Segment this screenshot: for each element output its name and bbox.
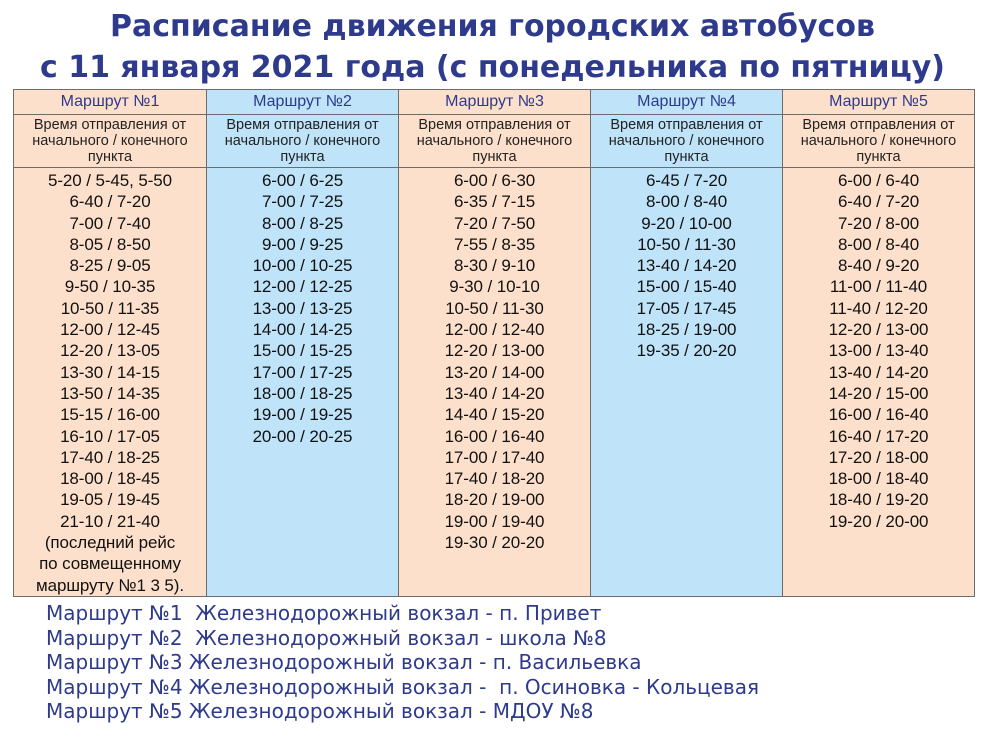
departure-time: 14-00 / 14-25: [252, 320, 353, 340]
departure-time: 14-20 / 15-00: [828, 383, 929, 403]
subheader-cell-5: [783, 115, 975, 168]
departure-time: 7-00 / 7-40: [69, 213, 151, 233]
departure-time: 7-20 / 8-00: [837, 213, 920, 233]
departure-time: 7-55 / 8-35: [453, 234, 536, 254]
departure-time: 13-00 / 13-40: [828, 341, 929, 361]
subheader-text-2: Время отправления от начального / конечного пункта: [224, 117, 381, 165]
departure-time: 13-00 / 13-25: [252, 298, 353, 318]
departure-time: 12-20 / 13-05: [60, 341, 160, 361]
subheader-row: [14, 115, 975, 168]
departure-time: 16-40 / 17-20: [828, 426, 929, 446]
departure-time: 19-00 / 19-40: [444, 511, 545, 531]
departure-time: 8-00 / 8-40: [645, 192, 728, 212]
departure-time: 13-40 / 14-20: [636, 256, 737, 276]
subheader-cell-3: [399, 115, 591, 168]
departure-time: 13-30 / 14-15: [60, 362, 160, 382]
departure-time: 6-40 / 7-20: [837, 192, 920, 212]
departure-time: маршруту №1 3 5).: [36, 575, 184, 595]
departure-time: 18-00 / 18-45: [60, 469, 160, 489]
departure-time: 9-30 / 10-10: [449, 277, 540, 297]
departure-time: 20-00 / 20-25: [252, 426, 353, 446]
route-header-1: [14, 90, 207, 115]
departure-time: 17-20 / 18-00: [828, 447, 929, 467]
departure-time: 18-00 / 18-25: [252, 383, 353, 403]
departure-time: 6-35 / 7-15: [453, 192, 536, 212]
departure-time: 18-40 / 19-20: [828, 490, 929, 510]
departure-time: 18-25 / 19-00: [636, 320, 737, 340]
subheader-cell-1: [14, 115, 207, 168]
departure-time: 9-50 / 10-35: [64, 277, 156, 297]
route-name-4: Маршрут №4: [637, 93, 736, 110]
departure-time: 19-35 / 20-20: [636, 341, 737, 361]
departure-time: 15-15 / 16-00: [60, 405, 160, 425]
route-header-row: [14, 90, 975, 115]
departure-time: 8-30 / 9-10: [453, 256, 536, 276]
legend-route-3: Маршрут №3 Железнодорожный вокзал - п. Васильевка: [46, 650, 642, 675]
departure-time: (последний рейс: [44, 533, 176, 553]
departure-time: 21-10 / 21-40: [60, 511, 160, 531]
departure-time: 6-00 / 6-40: [837, 171, 920, 190]
departure-time: 15-00 / 15-40: [636, 277, 737, 297]
departure-time: 11-00 / 11-40: [829, 277, 928, 297]
departure-time: 6-40 / 7-20: [69, 192, 151, 212]
departure-time: 19-30 / 20-20: [444, 533, 545, 553]
departure-time: 19-20 / 20-00: [828, 511, 929, 531]
departure-time: 11-40 / 12-20: [829, 298, 928, 318]
departure-time: 17-40 / 18-25: [60, 447, 160, 467]
departure-time: 16-10 / 17-05: [60, 426, 160, 446]
times-column-5: [783, 168, 975, 597]
departure-time: 9-20 / 10-00: [641, 213, 732, 233]
title-line-1: Расписание движения городских автобусов: [110, 9, 875, 44]
route-header-2: [207, 90, 399, 115]
departure-time: 12-20 / 13-00: [828, 320, 929, 340]
subheader-text-1: Время отправления от начального / конечного пункта: [32, 117, 188, 165]
departure-time: 6-45 / 7-20: [645, 171, 728, 190]
departure-time: 12-00 / 12-40: [444, 320, 545, 340]
times-column-2: [207, 168, 399, 597]
departure-time: 7-00 / 7-25: [261, 192, 344, 212]
title-line-2: с 11 января 2021 года (с понедельника по пятницу): [39, 50, 946, 85]
departure-time: 8-40 / 9-20: [837, 256, 920, 276]
departure-time: 8-00 / 8-40: [837, 234, 920, 254]
departure-time: 17-00 / 17-40: [444, 447, 545, 467]
subheader-cell-2: [207, 115, 399, 168]
route-name-1: Маршрут №1: [60, 93, 160, 110]
departure-time: 16-00 / 16-40: [444, 426, 545, 446]
subheader-text-4: Время отправления от начального / конечного пункта: [608, 117, 765, 165]
departure-time: 18-20 / 19-00: [444, 490, 545, 510]
route-header-5: [783, 90, 975, 115]
subheader-text-5: Время отправления от начального / конечного пункта: [800, 117, 957, 165]
departure-time: 16-00 / 16-40: [828, 405, 929, 425]
departure-time: 12-00 / 12-25: [252, 277, 353, 297]
departure-time: 17-00 / 17-25: [252, 362, 353, 382]
departure-time: 6-00 / 6-30: [453, 171, 536, 190]
departure-time: 15-00 / 15-25: [252, 341, 353, 361]
departure-time: 10-50 / 11-30: [445, 298, 544, 318]
times-row: [14, 168, 975, 597]
departure-time: 13-40 / 14-20: [444, 383, 545, 403]
departure-time: 10-50 / 11-30: [637, 234, 736, 254]
departure-time: 10-00 / 10-25: [252, 256, 353, 276]
route-header-3: [399, 90, 591, 115]
departure-time: 10-50 / 11-35: [60, 298, 160, 318]
departure-time: 19-00 / 19-25: [252, 405, 353, 425]
departure-time: 14-40 / 15-20: [444, 405, 545, 425]
departure-time: 19-05 / 19-45: [60, 490, 160, 510]
route-name-2: Маршрут №2: [253, 93, 352, 110]
times-column-1: [14, 168, 207, 597]
route-name-3: Маршрут №3: [445, 93, 544, 110]
route-name-5: Маршрут №5: [829, 93, 928, 110]
route-legend: [46, 601, 759, 724]
departure-time: 8-05 / 8-50: [69, 234, 151, 254]
departure-time: 8-00 / 8-25: [261, 213, 344, 233]
subheader-cell-4: [591, 115, 783, 168]
route-header-4: [591, 90, 783, 115]
legend-route-2: Маршрут №2 Железнодорожный вокзал - школа №8: [46, 625, 607, 650]
schedule-table: [13, 89, 975, 597]
departure-time: 6-00 / 6-25: [261, 171, 344, 190]
departure-time: 12-20 / 13-00: [444, 341, 545, 361]
departure-time: 13-20 / 14-00: [444, 362, 545, 382]
departure-time: 7-20 / 7-50: [453, 213, 536, 233]
legend-route-4: Маршрут №4 Железнодорожный вокзал - п. Осиновка - Кольцевая: [46, 674, 760, 699]
departure-time: по совмещенному: [39, 554, 181, 574]
legend-route-1: Маршрут №1 Железнодорожный вокзал - п. Привет: [46, 601, 602, 625]
departure-time: 5-20 / 5-45, 5-50: [48, 171, 172, 190]
times-column-4: [591, 168, 783, 597]
page-title: [0, 6, 985, 88]
departure-time: 9-00 / 9-25: [261, 234, 344, 254]
departure-time: 17-40 / 18-20: [444, 469, 545, 489]
departure-time: 17-05 / 17-45: [636, 298, 737, 318]
departure-time: 12-00 / 12-45: [60, 320, 160, 340]
times-column-3: [399, 168, 591, 597]
subheader-text-3: Время отправления от начального / конечного пункта: [416, 117, 573, 165]
departure-time: 18-00 / 18-40: [828, 469, 929, 489]
departure-time: 13-40 / 14-20: [828, 362, 929, 382]
legend-route-5: Маршрут №5 Железнодорожный вокзал - МДОУ №8: [46, 699, 594, 724]
departure-time: 13-50 / 14-35: [60, 383, 160, 403]
departure-time: 8-25 / 9-05: [69, 256, 151, 276]
